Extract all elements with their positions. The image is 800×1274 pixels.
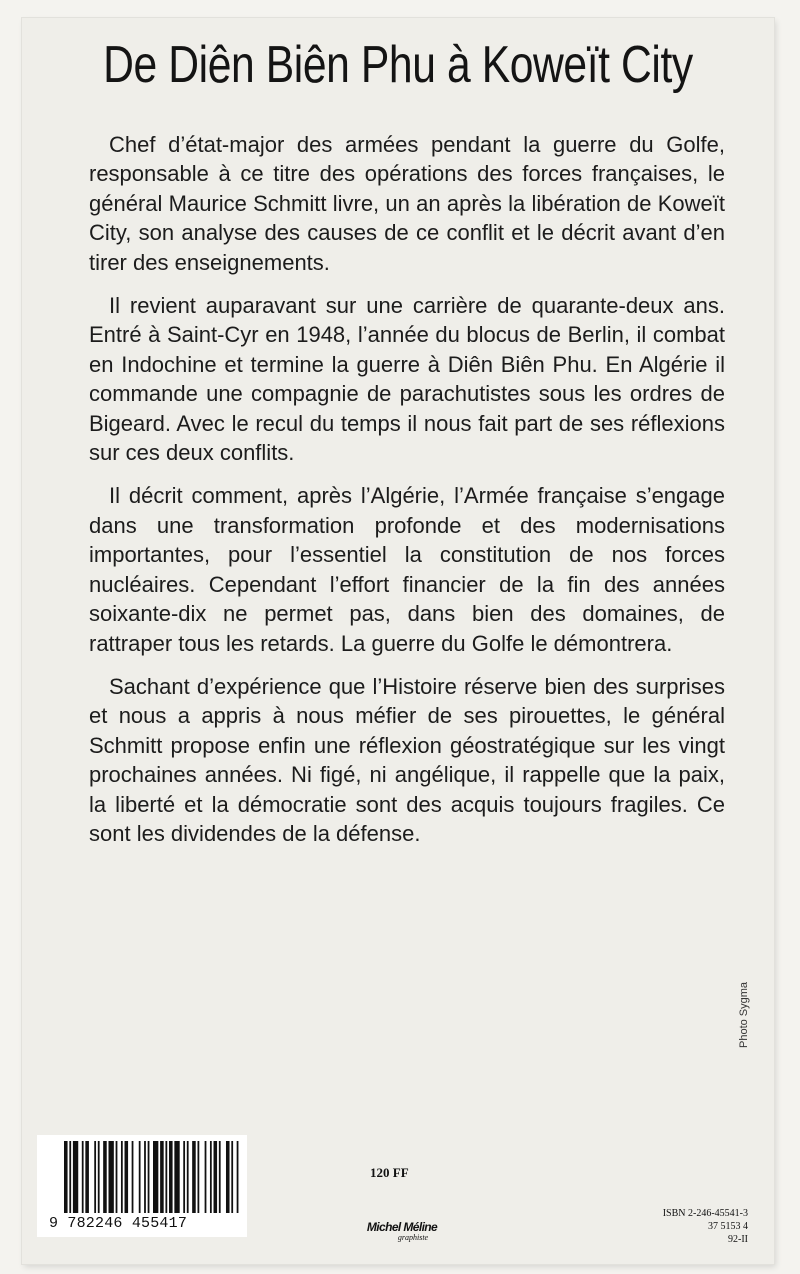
barcode-bar xyxy=(237,1141,239,1213)
barcode-bar xyxy=(69,1141,71,1213)
blurb-paragraph-2: Il revient auparavant sur une carrière de quarante-deux ans. Entré à Saint-Cyr en 1948, l’année du blocus de Berlin, il combat en Indochine et termine la guerre à Diên Biên Phu. En Algérie il commande une compagnie de parachutistes sous les ordres de Bigeard. Avec le recul du temps il nous fait part de ses réflexions sur ces deux conflits. xyxy=(89,293,725,466)
blurb-paragraph-1: Chef d’état-major des armées pendant la guerre du Golfe, responsable à ce titre des opérations des forces françaises, le général Maurice Schmitt livre, un an après la libération de Koweït City, son analyse des causes de ce conflit et le décrit avant d’en tirer des enseignements. xyxy=(89,132,725,275)
price: 120 FF xyxy=(370,1165,409,1180)
blurb-paragraph-3: Il décrit comment, après l’Algérie, l’Armée française s’engage dans une transformation profonde et des modernisations importantes, pour l’essentiel la constitution de nos forces nucléaires. Cependant l’effort financier de la fin des années soixante-dix ne permet pas, dans bien des domaines, de rattraper tous les retards. La guerre du Golfe le démontrera. xyxy=(89,483,725,656)
barcode-bar xyxy=(85,1141,89,1213)
barcode-bar xyxy=(148,1141,150,1213)
barcode-bars xyxy=(64,1141,242,1217)
barcode-bar xyxy=(153,1141,158,1213)
barcode-number: 9 782246 455417 xyxy=(49,1215,188,1232)
barcode-bar xyxy=(121,1141,123,1213)
barcode-bar xyxy=(132,1141,134,1213)
barcode-bar xyxy=(165,1141,167,1213)
barcode-bar xyxy=(64,1141,68,1213)
barcode-bar xyxy=(73,1141,78,1213)
barcode-bar xyxy=(144,1141,146,1213)
barcode-bar xyxy=(210,1141,212,1213)
barcode-bar xyxy=(103,1141,107,1213)
publisher-subtitle: graphiste xyxy=(397,1233,429,1242)
isbn-line-1: ISBN 2-246-45541-3 xyxy=(662,1208,748,1219)
barcode-bar xyxy=(183,1141,185,1213)
book-back-cover xyxy=(22,18,774,1264)
barcode-bar xyxy=(192,1141,196,1213)
barcode-bar xyxy=(205,1141,207,1213)
photo-credit: Photo Sygma xyxy=(738,981,750,1048)
barcode-bar xyxy=(219,1141,221,1213)
publisher-logo xyxy=(352,1221,452,1242)
barcode-bar xyxy=(198,1141,200,1213)
book-title: De Diên Biên Phu à Koweït City xyxy=(103,36,693,94)
blurb xyxy=(89,130,725,862)
barcode-bar xyxy=(160,1141,164,1213)
barcode xyxy=(37,1135,247,1237)
barcode-bar xyxy=(174,1141,179,1213)
barcode-bar xyxy=(94,1141,96,1213)
isbn-block xyxy=(620,1207,748,1246)
barcode-bar xyxy=(231,1141,233,1213)
barcode-bar xyxy=(125,1141,129,1213)
isbn-line-2: 37 5153 4 xyxy=(708,1221,748,1232)
publisher-name: Michel Méline xyxy=(366,1220,438,1234)
barcode-bar xyxy=(214,1141,218,1213)
barcode-bar xyxy=(169,1141,173,1213)
isbn-line-3: 92-II xyxy=(728,1234,748,1245)
barcode-bar xyxy=(139,1141,141,1213)
blurb-paragraph-4: Sachant d’expérience que l’Histoire réserve bien des surprises et nous a appris à nous méfier de ses pirouettes, le général Schmitt propose enfin une réflexion géostratégique sur les vingt prochaines années. Ni figé, ni angélique, il rappelle que la paix, la liberté et la démocratie sont des acquis toujours fragiles. Ce sont les dividendes de la défense. xyxy=(89,673,725,846)
barcode-bar xyxy=(98,1141,100,1213)
barcode-bar xyxy=(109,1141,114,1213)
barcode-bar xyxy=(226,1141,230,1213)
barcode-bar xyxy=(187,1141,189,1213)
barcode-bar xyxy=(82,1141,84,1213)
barcode-bar xyxy=(116,1141,118,1213)
